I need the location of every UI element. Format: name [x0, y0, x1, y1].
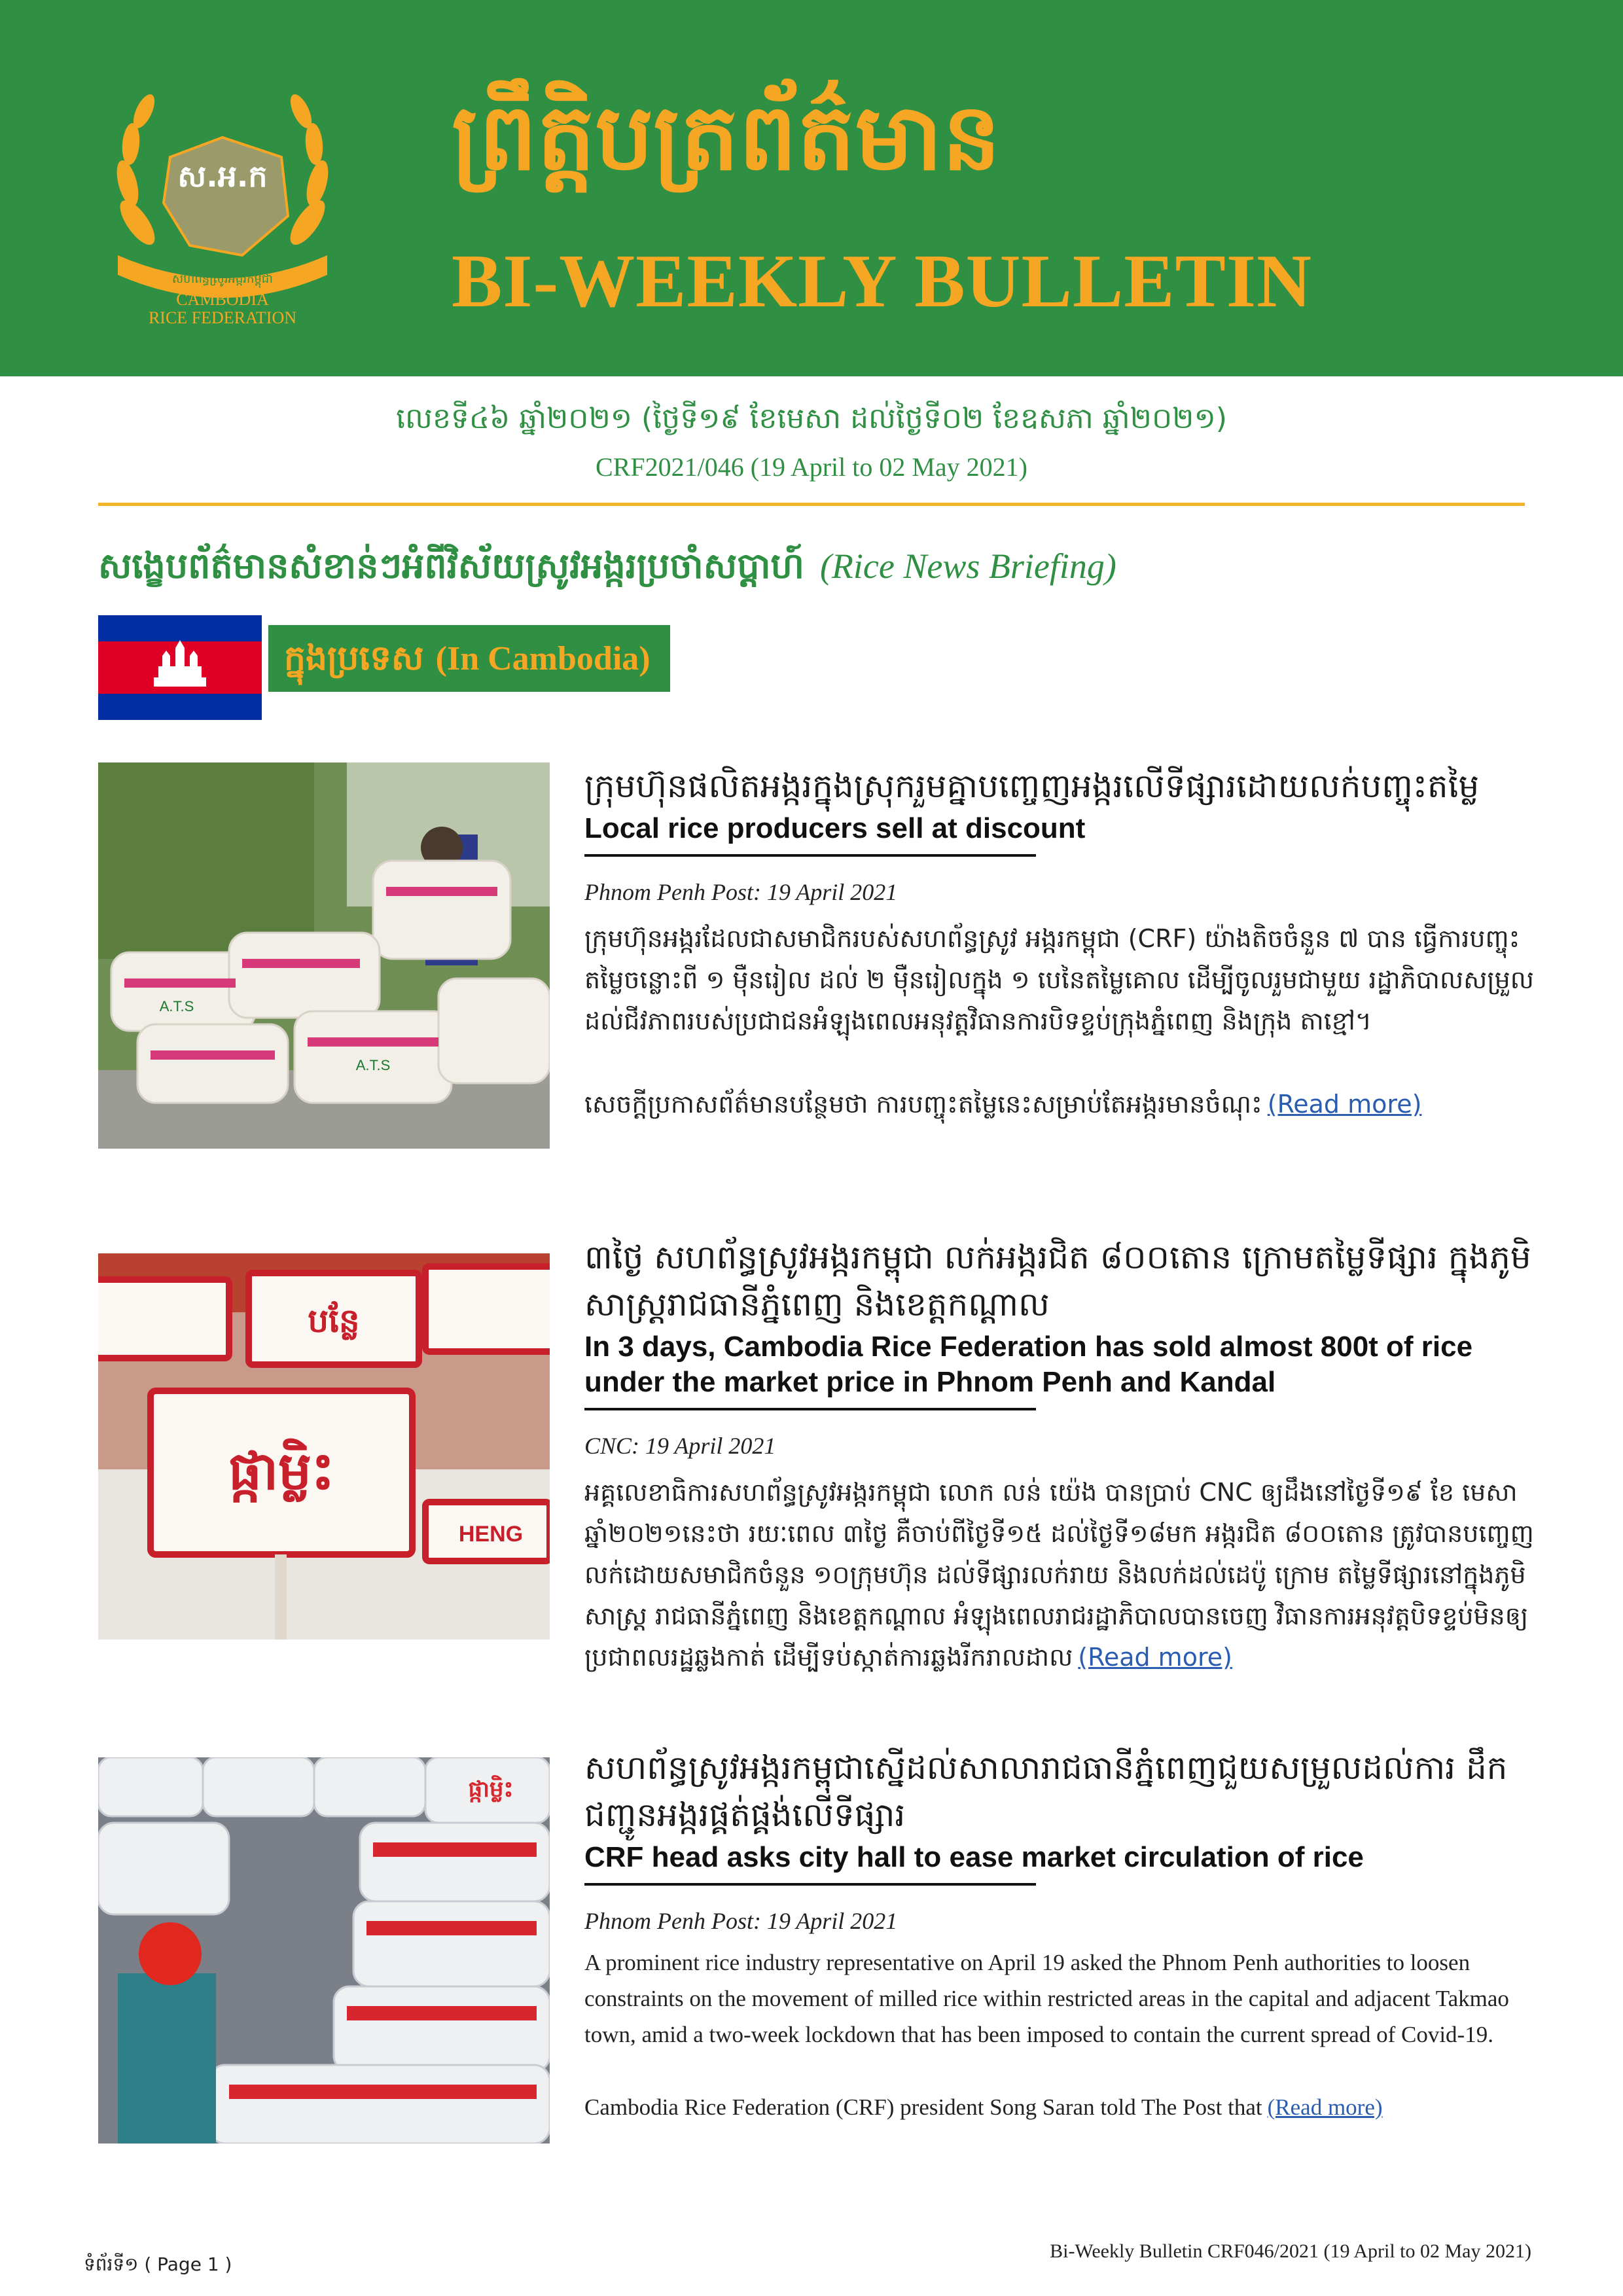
- article-2-paragraph-1: [584, 1472, 1540, 1678]
- sack-label-2: A.T.S: [355, 1057, 391, 1073]
- sign-label-2: ផ្កាម្លិះ: [228, 1441, 335, 1501]
- sack-label-1: A.T.S: [159, 998, 194, 1014]
- subsection-khmer: ក្នុងប្រទេស: [284, 639, 424, 678]
- bulletin-title-english: BI-WEEKLY BULLETIN: [452, 240, 1312, 323]
- article-1-content: [584, 762, 1540, 1125]
- logo-en-line-2: RICE FEDERATION: [148, 308, 297, 327]
- article-1-headline-english: Local rice producers sell at discount: [584, 812, 1086, 844]
- section-title-khmer: សង្ខេបព័ត៌មានសំខាន់ៗអំពីវិស័យស្រូវអង្ករប្រចាំសប្តាហ៍: [98, 545, 804, 586]
- article-3-read-more-link[interactable]: (Read more): [1267, 2094, 1383, 2120]
- article-2-photo: [98, 1253, 550, 1640]
- article-3-source: Phnom Penh Post: 19 April 2021: [584, 1908, 898, 1934]
- warehouse-photo: [98, 1757, 550, 2144]
- rice-sacks-photo: [98, 762, 550, 1149]
- logo-banner-text: សហព័ន្ធស្រូវអង្ករកម្ពុជា: [172, 272, 273, 286]
- sack-label-3: ផ្កាម្លិះ: [468, 1776, 514, 1803]
- article-2-headline-khmer: ៣ថ្ងៃ សហព័ន្ធស្រូវអង្ករកម្ពុជា លក់អង្ករជិត ៨០០តោន ក្រោមតម្លៃទីផ្សារ ក្នុងភូមិសាស្រ្តរាជធានីភ្នំពេញ និងខេត្តកណ្តាល: [584, 1238, 1531, 1323]
- footer-page-khmer: ទំព័រទី១: [84, 2253, 139, 2275]
- article-1-paragraph-2: [584, 1084, 1540, 1125]
- article-2-read-more-link[interactable]: (Read more): [1078, 1643, 1232, 1672]
- article-1-paragraph-1: ក្រុមហ៊ុនអង្ករដែលជាសមាជិករបស់សហព័ន្ធស្រូវ អង្ករកម្ពុជា (CRF) យ៉ាងតិចចំនួន ៧ បាន ធ្វើការបញ្ចុះតម្លៃចន្លោះពី ១ ម៉ឺនរៀល ដល់ ២ ម៉ឺនរៀលក្នុង ១ បេនៃតម្លៃគោល ដើម្បីចូលរួមជាមួយ រដ្ឋាភិបាលសម្រួលដល់ជីវភាពរបស់ប្រជាជនអំឡុងពេលអនុវត្តវិធានការបិទខ្ទប់ក្រុងភ្នំពេញ និងក្រុង តាខ្មៅ។: [584, 924, 1534, 1035]
- crf-logo: [92, 72, 353, 327]
- header-banner: [0, 0, 1623, 376]
- article-3-paragraph-1: A prominent rice industry representative on April 19 asked the Phnom Penh authorities to loosen constraints on the movement of milled rice within restricted areas in the capital and adjacent Takmao town, amid a two-week lockdown that has been imposed to contain the current spread of Covid-19.: [584, 1950, 1509, 2047]
- article-2-content: [584, 1234, 1540, 1678]
- gold-divider: [98, 503, 1525, 506]
- article-3-headline-english: CRF head asks city hall to ease market circulation of rice: [584, 1841, 1364, 1873]
- footer-bulletin-id: Bi-Weekly Bulletin CRF046/2021 (19 April to 02 May 2021): [1050, 2240, 1531, 2262]
- article-1-headline-khmer: ក្រុមហ៊ុនផលិតអង្ករក្នុងស្រុករួមគ្នាបញ្ចេញអង្ករលើទីផ្សារដោយលក់បញ្ចុះតម្លៃ: [584, 767, 1480, 805]
- article-1-source: Phnom Penh Post: 19 April 2021: [584, 879, 898, 905]
- article-2-headline-english: In 3 days, Cambodia Rice Federation has sold almost 800t of rice under the market price in Phnom Penh and Kandal: [584, 1331, 1473, 1398]
- logo-initials: ស.អ.ក: [177, 158, 268, 194]
- footer-page-english: ( Page 1 ): [144, 2253, 232, 2275]
- article-2-divider: [584, 1408, 1036, 1410]
- section-title: [98, 537, 1538, 596]
- issue-line-english: CRF2021/046 (19 April to 02 May 2021): [595, 452, 1028, 482]
- article-1-paragraph-2-text: សេចក្តីប្រកាសព័ត៌មានបន្ថែមថា ការបញ្ចុះតម្លៃនេះសម្រាប់តែអង្ករមានចំណុះ: [584, 1090, 1262, 1119]
- cambodia-flag-icon: [98, 615, 262, 720]
- bulletin-title-khmer: ព្រឹត្តិបត្រព័ត៌មាន: [452, 84, 1001, 191]
- article-1-divider: [584, 854, 1036, 857]
- article-3-divider: [584, 1883, 1036, 1886]
- article-1-photo: [98, 762, 550, 1149]
- sign-label-3: HENG: [458, 1522, 524, 1547]
- article-3-content: [584, 1744, 1540, 2125]
- article-2-source: CNC: 19 April 2021: [584, 1433, 776, 1459]
- footer-page-number: [84, 2251, 232, 2278]
- logo-en-line-1: CAMBODIA: [176, 290, 269, 309]
- article-3-headline-khmer: សហព័ន្ធស្រូវអង្ករកម្ពុជាស្នើដល់សាលារាជធានីភ្នំពេញជួយសម្រួលដល់ការ ដឹកជញ្ជូនអង្ករផ្គត់ផ្គង់លើទីផ្សារ: [584, 1749, 1508, 1834]
- subsection-english: (In Cambodia): [435, 640, 651, 677]
- sign-label-1: បន្លែ: [308, 1302, 360, 1340]
- issue-line-khmer: លេខទី៤៦ ឆ្នាំ២០២១ (ថ្ងៃទី១៩ ខែមេសា ដល់ថ្ងៃទី០២ ខែឧសភា ឆ្នាំ២០២១): [396, 402, 1227, 435]
- article-3-paragraph-2-text: Cambodia Rice Federation (CRF) president Song Saran told The Post that: [584, 2094, 1262, 2120]
- article-3-photo: [98, 1757, 550, 2144]
- section-title-english: (Rice News Briefing): [819, 547, 1116, 586]
- article-3-paragraph-2: [584, 2089, 1540, 2125]
- article-2-paragraph-1-text: អគ្គលេខាធិការសហព័ន្ធស្រូវអង្ករកម្ពុជា លោក លន់ យ៉េង បានប្រាប់ CNC ឲ្យដឹងនៅថ្ងៃទី១៩ ខែ មេសា ឆ្នាំ២០២១នេះថា រយៈពេល ៣ថ្ងៃ គឺចាប់ពីថ្ងៃទី១៥ ដល់ថ្ងៃទី១៨មក អង្ករជិត ៨០០តោន ត្រូវបានបញ្ចេញលក់ដោយសមាជិកចំនួន ១០ក្រុមហ៊ុន ដល់ទីផ្សារលក់រាយ និងលក់ដល់ដេប៉ូ ក្រោម តម្លៃទីផ្សារនៅក្នុងភូមិសាស្រ្ត រាជធានីភ្នំពេញ និងខេត្តកណ្តាល អំឡុងពេលរាជរដ្ឋាភិបាលបានចេញ វិធានការអនុវត្តបិទខ្ទប់មិនឲ្យប្រជាពលរដ្ឋឆ្លងកាត់ ដើម្បីទប់ស្កាត់ការឆ្លងរីករាលដាល: [584, 1478, 1534, 1672]
- subsection-in-cambodia: [268, 625, 670, 692]
- price-signs-photo: [98, 1253, 550, 1640]
- article-1-read-more-link[interactable]: (Read more): [1267, 1090, 1422, 1119]
